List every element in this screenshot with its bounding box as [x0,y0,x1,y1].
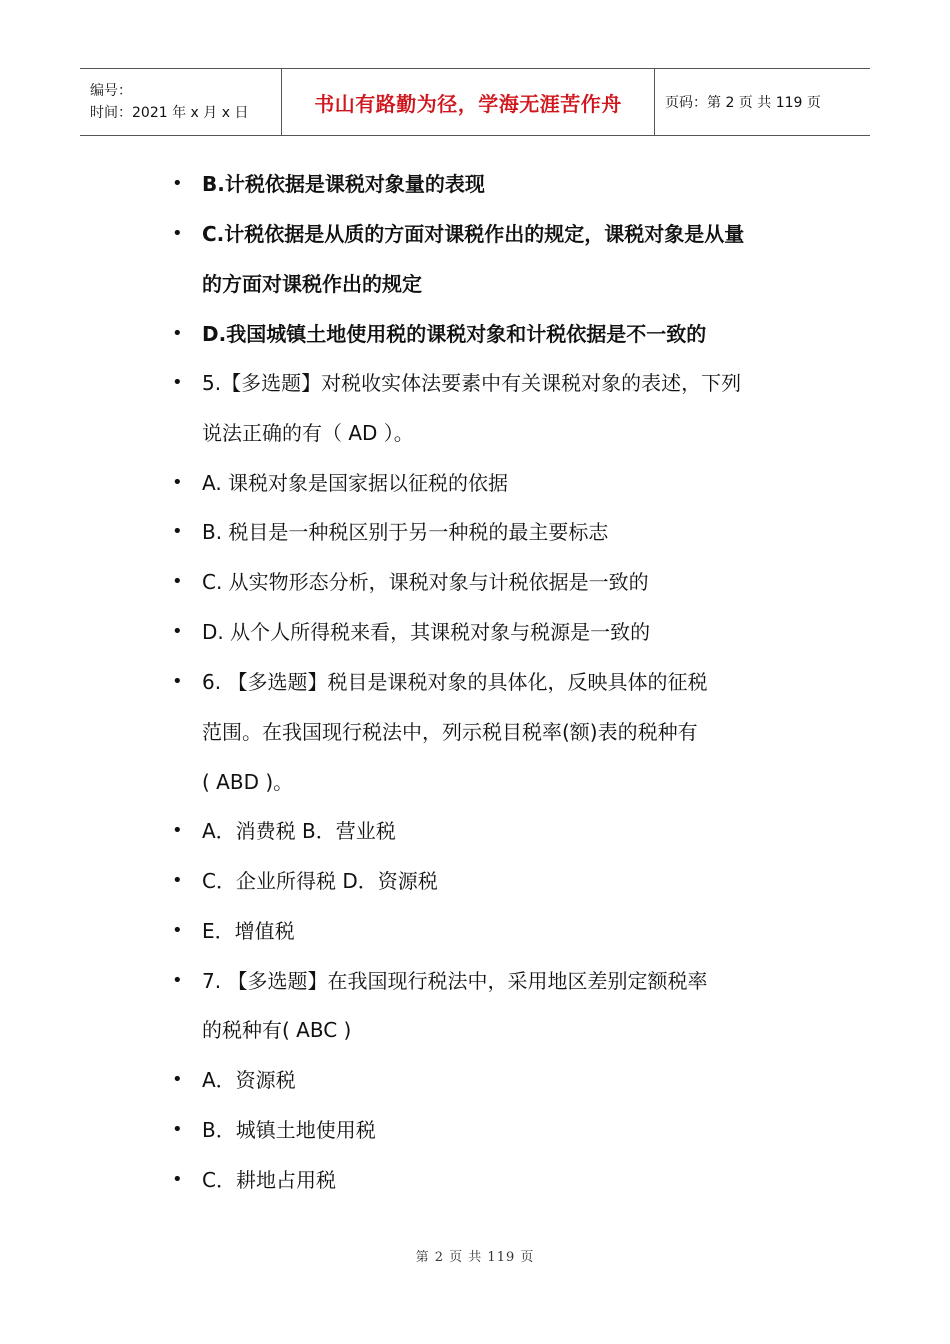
list-item: C.计税依据是从质的方面对课税作出的规定，课税对象是从量 [202,222,745,246]
bullet-icon: • [172,1169,183,1190]
bullet-icon: • [172,1119,183,1140]
bullet-icon: • [172,920,183,941]
list-item: D.我国城镇土地使用税的课税对象和计税依据是不一致的 [202,322,707,346]
option-a: A. 课税对象是国家据以征税的依据 [202,471,509,495]
bullet-icon: • [172,372,183,393]
option-b: B. 税目是一种税区别于另一种税的最主要标志 [202,520,609,544]
bullet-icon: • [172,472,183,493]
option-a: A．资源税 [202,1068,296,1092]
list-item: B.计税依据是课税对象量的表现 [202,172,485,196]
bullet-icon: • [172,870,183,891]
option-b: B．城镇土地使用税 [202,1118,376,1142]
page-footer: 第 2 页 共 119 页 [415,1250,535,1265]
question-5: 5.【多选题】对税收实体法要素中有关课税对象的表述，下列 [202,371,742,395]
bullet-icon: • [172,521,183,542]
header-page-info [655,69,870,135]
option-e: E．增值税 [202,919,295,943]
page-header [80,68,870,136]
bullet-icon: • [172,820,183,841]
question-7: 7. 【多选题】在我国现行税法中，采用地区差别定额税率 [202,969,708,993]
question-5-continued: 说法正确的有（ AD ）。 [202,421,414,445]
bullet-icon: • [172,571,183,592]
serial-label: 编号： [90,83,132,99]
option-d: D. 从个人所得税来看，其课税对象与税源是一致的 [202,620,651,644]
bullet-icon: • [172,621,183,642]
question-6-continued: 范围。在我国现行税法中，列示税目税率(额)表的税种有 [202,720,698,744]
page-info-text: 页码：第 2 页 共 119 页 [665,95,821,111]
option-cd: C．企业所得税 D．资源税 [202,869,438,893]
bullet-icon: • [172,1069,183,1090]
option-c: C．耕地占用税 [202,1168,336,1192]
list-item-continued: 的方面对课税作出的规定 [202,272,422,296]
header-motto-cell [282,69,655,135]
bullet-icon: • [172,223,183,244]
bullet-icon: • [172,671,183,692]
header-motto: 书山有路勤为径，学海无涯苦作舟 [314,91,622,116]
question-6: 6. 【多选题】税目是课税对象的具体化，反映具体的征税 [202,670,708,694]
bullet-icon: • [172,323,183,344]
option-ab: A．消费税 B．营业税 [202,819,396,843]
date-label: 时间：2021 年 x 月 x 日 [90,105,249,121]
bullet-icon: • [172,173,183,194]
option-c: C. 从实物形态分析，课税对象与计税依据是一致的 [202,570,649,594]
question-6-answer: ( ABD )。 [202,770,294,794]
header-meta [80,69,282,135]
bullet-icon: • [172,970,183,991]
question-7-continued: 的税种有( ABC ) [202,1018,352,1042]
